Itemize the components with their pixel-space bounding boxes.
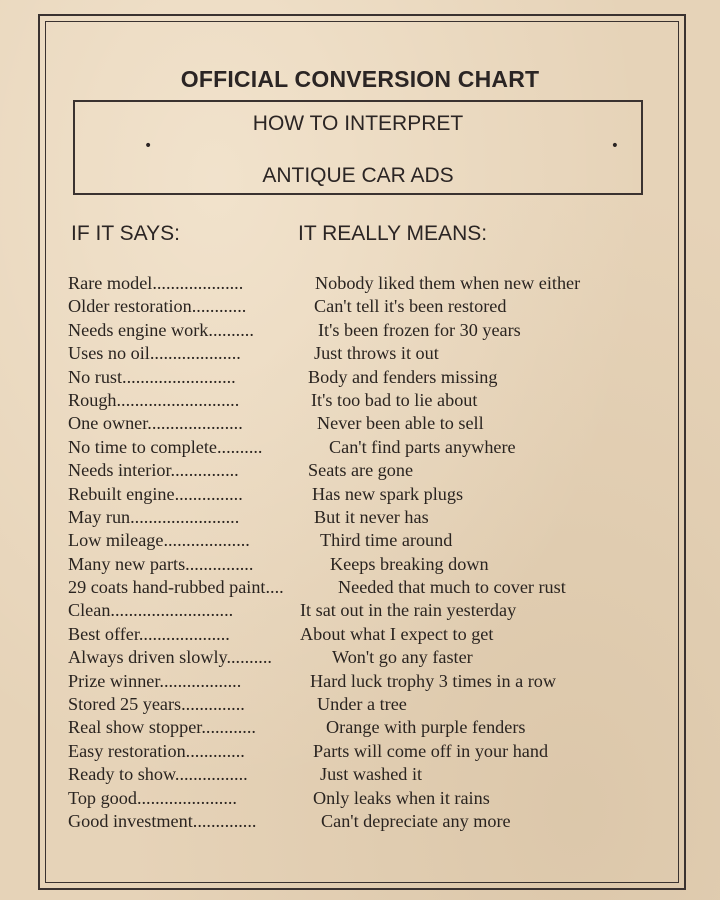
- table-row: [68, 716, 648, 739]
- if-it-says-text: Needs interior...............: [68, 460, 239, 481]
- if-it-says-text: One owner.....................: [68, 413, 243, 434]
- page-title: OFFICIAL CONVERSION CHART: [180, 66, 540, 92]
- table-row: [68, 670, 648, 693]
- if-it-says-text: Ready to show................: [68, 764, 248, 785]
- it-really-means-text: About what I expect to get: [300, 623, 494, 644]
- if-it-says-text: Top good......................: [68, 787, 237, 808]
- it-really-means-text: It's been frozen for 30 years: [318, 319, 521, 340]
- table-row: [68, 693, 648, 716]
- if-it-says-text: Many new parts...............: [68, 553, 254, 574]
- it-really-means-text: Just washed it: [320, 764, 423, 785]
- table-row: [68, 763, 648, 786]
- it-really-means-text: Just throws it out: [314, 343, 439, 364]
- table-row: [68, 295, 648, 318]
- table-row: [68, 272, 648, 295]
- table-row: [68, 319, 648, 342]
- table-row: [68, 553, 648, 576]
- it-really-means-text: Hard luck trophy 3 times in a row: [310, 670, 556, 691]
- subtitle-line-2: ANTIQUE CAR ADS: [262, 164, 454, 187]
- it-really-means-text: Body and fenders missing: [308, 366, 498, 387]
- if-it-says-text: May run........................: [68, 506, 240, 527]
- it-really-means-text: Nobody liked them when new either: [315, 273, 581, 293]
- it-really-means-text: Orange with purple fenders: [326, 717, 526, 738]
- if-it-says-text: Prize winner..................: [68, 670, 242, 691]
- it-really-means-text: Needed that much to cover rust: [338, 577, 566, 598]
- if-it-says-text: 29 coats hand-rubbed paint....: [68, 577, 284, 598]
- table-row: [68, 576, 648, 599]
- subtitle-box: [73, 100, 643, 195]
- if-it-says-text: Always driven slowly..........: [68, 647, 272, 668]
- column-header-says: IF IT SAYS:: [71, 222, 180, 245]
- it-really-means-text: Seats are gone: [308, 460, 414, 481]
- table-row: [68, 623, 648, 646]
- column-header-means: IT REALLY MEANS:: [298, 222, 488, 245]
- if-it-says-text: Low mileage...................: [68, 530, 250, 551]
- if-it-says-text: Good investment..............: [68, 810, 257, 831]
- table-row: [68, 436, 648, 459]
- table-row: [68, 810, 648, 833]
- if-it-says-text: Stored 25 years..............: [68, 694, 245, 715]
- if-it-says-text: Needs engine work..........: [68, 319, 254, 340]
- table-row: [68, 646, 648, 669]
- table-row: [68, 506, 648, 529]
- table-row: [68, 459, 648, 482]
- if-it-says-text: No time to complete..........: [68, 436, 263, 457]
- table-row: [68, 483, 648, 506]
- table-row: [68, 787, 648, 810]
- table-row: [68, 342, 648, 365]
- bullet-ornament-right: •: [610, 138, 619, 154]
- it-really-means-text: Can't find parts anywhere: [329, 436, 516, 457]
- it-really-means-text: Third time around: [320, 530, 453, 551]
- if-it-says-text: Older restoration............: [68, 296, 247, 317]
- it-really-means-text: Won't go any faster: [332, 647, 473, 668]
- it-really-means-text: Parts will come off in your hand: [313, 740, 549, 761]
- if-it-says-text: Clean...........................: [68, 600, 234, 621]
- bullet-ornament-left: •: [144, 138, 153, 154]
- table-row: [68, 529, 648, 552]
- it-really-means-text: It's too bad to lie about: [311, 389, 478, 410]
- if-it-says-text: Uses no oil....................: [68, 343, 241, 364]
- table-row: [68, 599, 648, 622]
- if-it-says-text: Easy restoration.............: [68, 740, 245, 761]
- if-it-says-text: Best offer....................: [68, 623, 230, 644]
- it-really-means-text: Never been able to sell: [317, 413, 484, 434]
- it-really-means-text: Has new spark plugs: [312, 483, 464, 504]
- if-it-says-text: Rare model....................: [68, 273, 244, 293]
- if-it-says-text: Rough...........................: [68, 389, 240, 410]
- table-row: [68, 389, 648, 412]
- it-really-means-text: Can't depreciate any more: [321, 810, 511, 831]
- if-it-says-text: Real show stopper............: [68, 717, 256, 738]
- if-it-says-text: Rebuilt engine...............: [68, 483, 243, 504]
- if-it-says-text: No rust.........................: [68, 366, 236, 387]
- it-really-means-text: It sat out in the rain yesterday: [300, 600, 517, 621]
- it-really-means-text: Only leaks when it rains: [313, 787, 490, 808]
- conversion-list: [68, 272, 648, 833]
- it-really-means-text: Can't tell it's been restored: [314, 296, 507, 317]
- table-row: [68, 412, 648, 435]
- table-row: [68, 366, 648, 389]
- it-really-means-text: But it never has: [314, 506, 429, 527]
- it-really-means-text: Keeps breaking down: [330, 553, 489, 574]
- table-row: [68, 740, 648, 763]
- subtitle-line-1: HOW TO INTERPRET: [252, 112, 464, 135]
- it-really-means-text: Under a tree: [317, 694, 407, 715]
